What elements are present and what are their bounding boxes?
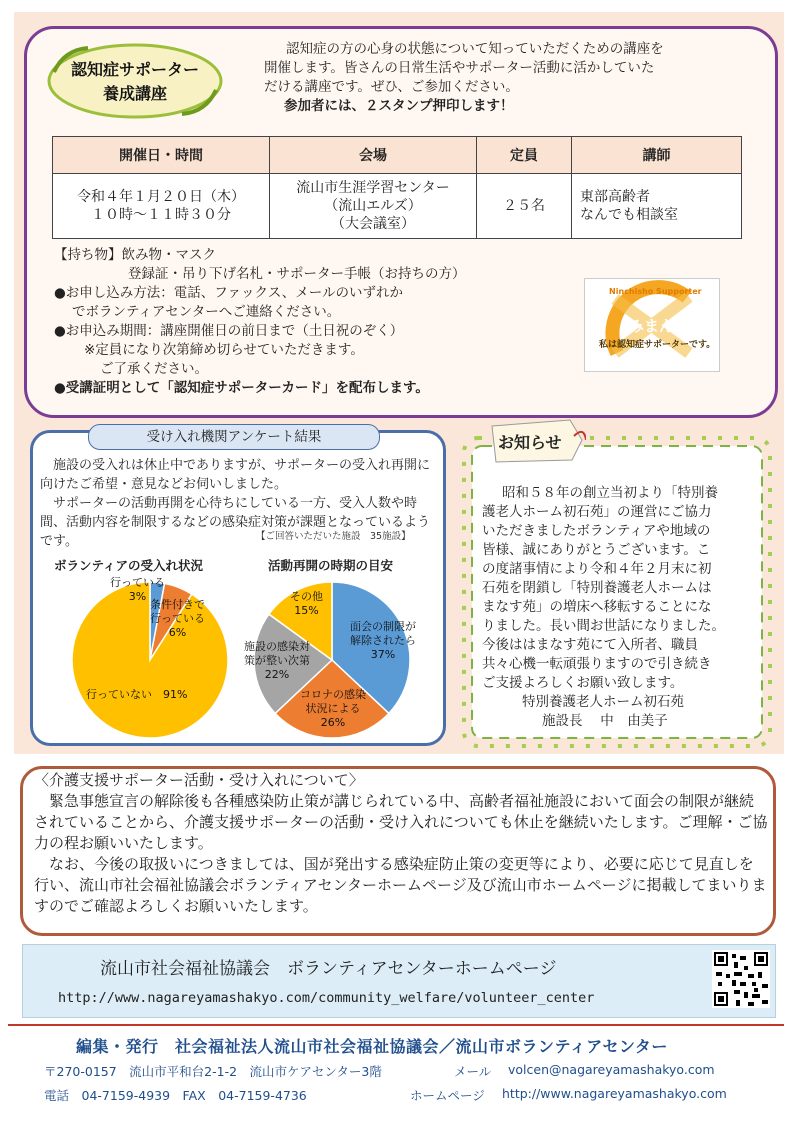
mail-label: メール <box>454 1064 492 1079</box>
phone-fax-line: 電話 04-7159-4939 FAX 04-7159-4736 <box>44 1088 307 1103</box>
chart2-title: 活動再開の時期の目安 <box>268 558 394 573</box>
seminar-details: 【持ち物】飲み物・マスク 登録証・吊り下げ名札・サポーター手帳（お持ちの方） ●お申し込み方法：電話、ファックス、メールのいずれか でボランティアセンターへご連絡ください。 ●お申込み期間：講座開催日の前日まで（土日祝のぞく） ※定員になり次第締め切らせていただきます。 ご了承ください。 ●受講証明として「認知症サポーターカード」を配布します。 <box>54 246 574 398</box>
notice-text: 昭和５８年の創立当初より「特別養 護老人ホーム初石苑」の運営にご協力 いただきましたボランティアや地域の 皆様、誠にありがとうございます。こ の度諸事情により令和４年２月末に初 石苑を閉鎖し「特別養護老人ホームは まなす苑」の増床へ移転することにな りました。長い間お世話になりました。 今後ははまなす苑にて入所者、職員 共々心機一転頑張りますので引き続き ご支援よろしくお願い致します。 特別養護老人ホーム初石苑 施設長 中 由美子 <box>482 484 756 731</box>
chart1-title: ボランティアの受入れ状況 <box>54 558 204 573</box>
chart1-label-no: 行っていない 91% <box>86 688 188 701</box>
mail-link[interactable]: volcen@nagareyamashakyo.com <box>508 1062 715 1077</box>
address-line: 〒270-0157 流山市平和台2-1-2 流山市ケアセンター3階 <box>44 1064 382 1079</box>
survey-respondents-note: 【ご回答いただいた施設 35施設】 <box>256 531 411 542</box>
stamp-note: 参加者には、２スタンプ押印します！ <box>284 98 514 114</box>
chart1-label-conditional: 条件付きで 行っている 6% <box>150 598 205 639</box>
certificate-note: ●受講証明として「認知症サポーターカード」を配布します。 <box>54 380 429 396</box>
seminar-schedule-table <box>52 136 742 239</box>
survey-title: 受け入れ機関アンケート結果 <box>88 424 380 450</box>
homepage-label: ホームページ <box>410 1088 485 1103</box>
table-row: 令和４年１月２０日（木） １０時～１１時３０分 流山市生涯学習センター （流山エルズ） （大会議室） ２５名 東部高齢者 なんでも相談室 <box>53 174 742 239</box>
supporter-card-image: Ninchisho Supporter みまん 私は認知症サポーターです。 <box>584 278 720 372</box>
chart2-label-other: その他 15% <box>290 590 323 617</box>
care-support-title: 〈介護支援サポーター活動・受け入れについて〉 <box>34 771 364 789</box>
notice-signature-org: 特別養護老人ホーム初石苑 <box>522 694 684 710</box>
chart2-label-covid: コロナの感染 状況による 26% <box>300 688 366 729</box>
publisher-line: 編集・発行 社会福祉法人流山市社会福祉協議会／流山市ボランティアセンター <box>76 1037 668 1056</box>
homepage-title: 流山市社会福祉協議会 ボランティアセンターホームページ <box>100 959 557 979</box>
footer-divider <box>8 1024 784 1026</box>
seminar-badge-title: 認知症サポーター 養成講座 <box>70 60 199 103</box>
care-support-text: 〈介護支援サポーター活動・受け入れについて〉 緊急事態宣言の解除後も各種感染防止策が講じられている中、高齢者福祉施設において面会の制限が継続されていることから、介護支援サポーターの活動・受け入れについても休止を継続いたします。ご理解・ご協力の程お願いいたします。 なお、今後の取扱いにつきましては、国が発出する感染症防止策の変更等により、必要に応じて見直しを行い、流山市社会福祉協議会ボランティアセンターホームページ及び流山市ホームページに掲載してまいりますのでご確認よろしくお願いいたします。 <box>34 771 768 915</box>
homepage-url-link[interactable]: http://www.nagareyamashakyo.com/community_welfare/volunteer_center <box>58 990 595 1006</box>
notice-signature-name: 施設長 中 由美子 <box>542 713 668 729</box>
table-header-row: 開催日・時間 会場 定員 講師 <box>53 137 742 174</box>
seminar-intro: 認知症の方の心身の状態について知っていただくための講座を 開催します。皆さんの日常生活やサポーター活動に活かしていた だける講座です。ぜひ、ご参加ください。 参加者には、２スタンプ押印します！ <box>264 40 754 116</box>
survey-description: 施設の受入れは休止中でありますが、サポーターの受入れ再開に向けたご希望・意見などお伺いしました。 サポーターの活動再開を心待ちにしている一方、受入人数や時間、活動内容を制限するなどの感染症対策が課題となっているようです。 <box>40 458 431 549</box>
notice-tag-label: お知らせ <box>498 433 562 452</box>
footer-homepage-link[interactable]: http://www.nagareyamashakyo.com <box>502 1086 727 1101</box>
qr-code-icon <box>712 950 770 1008</box>
chart1-label-yes: 行っている 3% <box>110 576 165 603</box>
chart2-label-visit: 面会の制限が 解除されたら 37% <box>350 620 416 661</box>
chart2-label-measures: 施設の感染対 策が整い次第 22% <box>244 640 310 681</box>
